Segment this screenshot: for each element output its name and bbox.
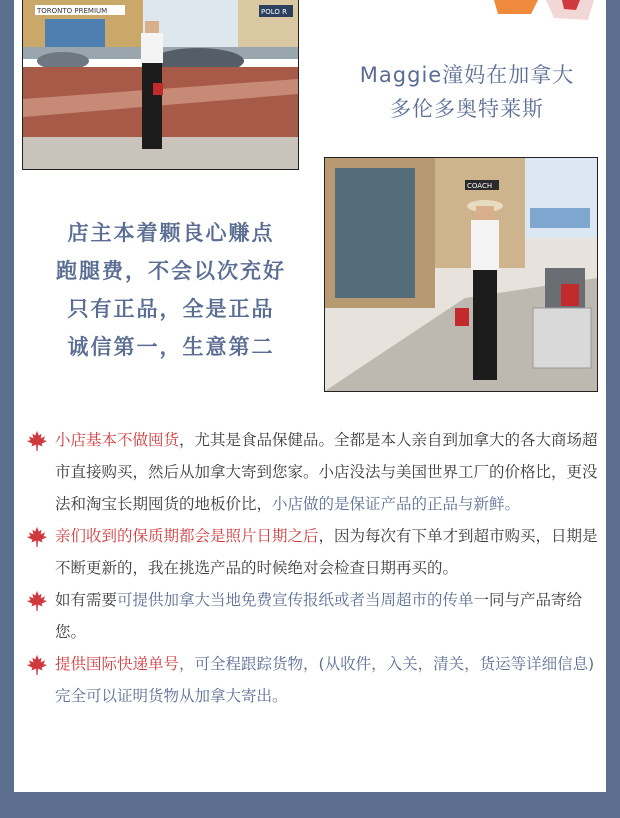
maple-leaf-icon	[26, 526, 48, 548]
decoration-graphic	[476, 0, 596, 22]
note-text: 小店基本不做囤货，尤其是食品保健品。全都是本人亲自到加拿大的各大商场超市直接购买，然后从加拿大寄到您家。小店没法与美国世界工厂的价格比，更没法和淘宝长期囤货的地板价比，小店做的是保证产品的正品与新鲜。	[55, 431, 598, 513]
slogan-line: 只有正品，全是正品	[67, 297, 275, 321]
maple-leaf-icon	[26, 654, 48, 676]
maple-leaf-icon	[26, 590, 48, 612]
note-text: 提供国际快递单号，可全程跟踪货物，(从收件，入关，清关，货运等详细信息)完全可以证明货物从加拿大寄出。	[55, 655, 595, 705]
caption-line-2: 多伦多奥特莱斯	[390, 97, 544, 121]
note-text: 亲们收到的保质期都会是照片日期之后，因为每次有下单才到超市购买，日期是不断更新的，我在挑选产品的时候绝对会检查日期再买的。	[55, 527, 598, 577]
photo2-sign: COACH	[467, 182, 493, 190]
note-item	[26, 520, 598, 584]
shop-notes	[26, 424, 598, 712]
shop-slogan	[26, 214, 316, 366]
note-item	[26, 424, 598, 520]
outlet-street-photo	[22, 0, 299, 170]
slogan-line: 店主本着颗良心赚点	[67, 221, 275, 245]
outlet-walkway-photo	[324, 157, 598, 392]
photo-caption	[332, 58, 602, 126]
caption-line-1: Maggie潼妈在加拿大	[359, 63, 575, 87]
note-text: 如有需要可提供加拿大当地免费宣传报纸或者当周超市的传单一同与产品寄给您。	[55, 591, 583, 641]
maple-leaf-icon	[26, 430, 48, 452]
slogan-line: 跑腿费，不会以次充好	[56, 259, 286, 283]
note-item	[26, 648, 598, 712]
note-item	[26, 584, 598, 648]
photo1-sign-right: POLO R	[261, 8, 287, 16]
slogan-line: 诚信第一，生意第二	[67, 335, 275, 359]
photo1-sign-left: TORONTO PREMIUM	[37, 7, 108, 15]
content-card	[14, 0, 606, 792]
